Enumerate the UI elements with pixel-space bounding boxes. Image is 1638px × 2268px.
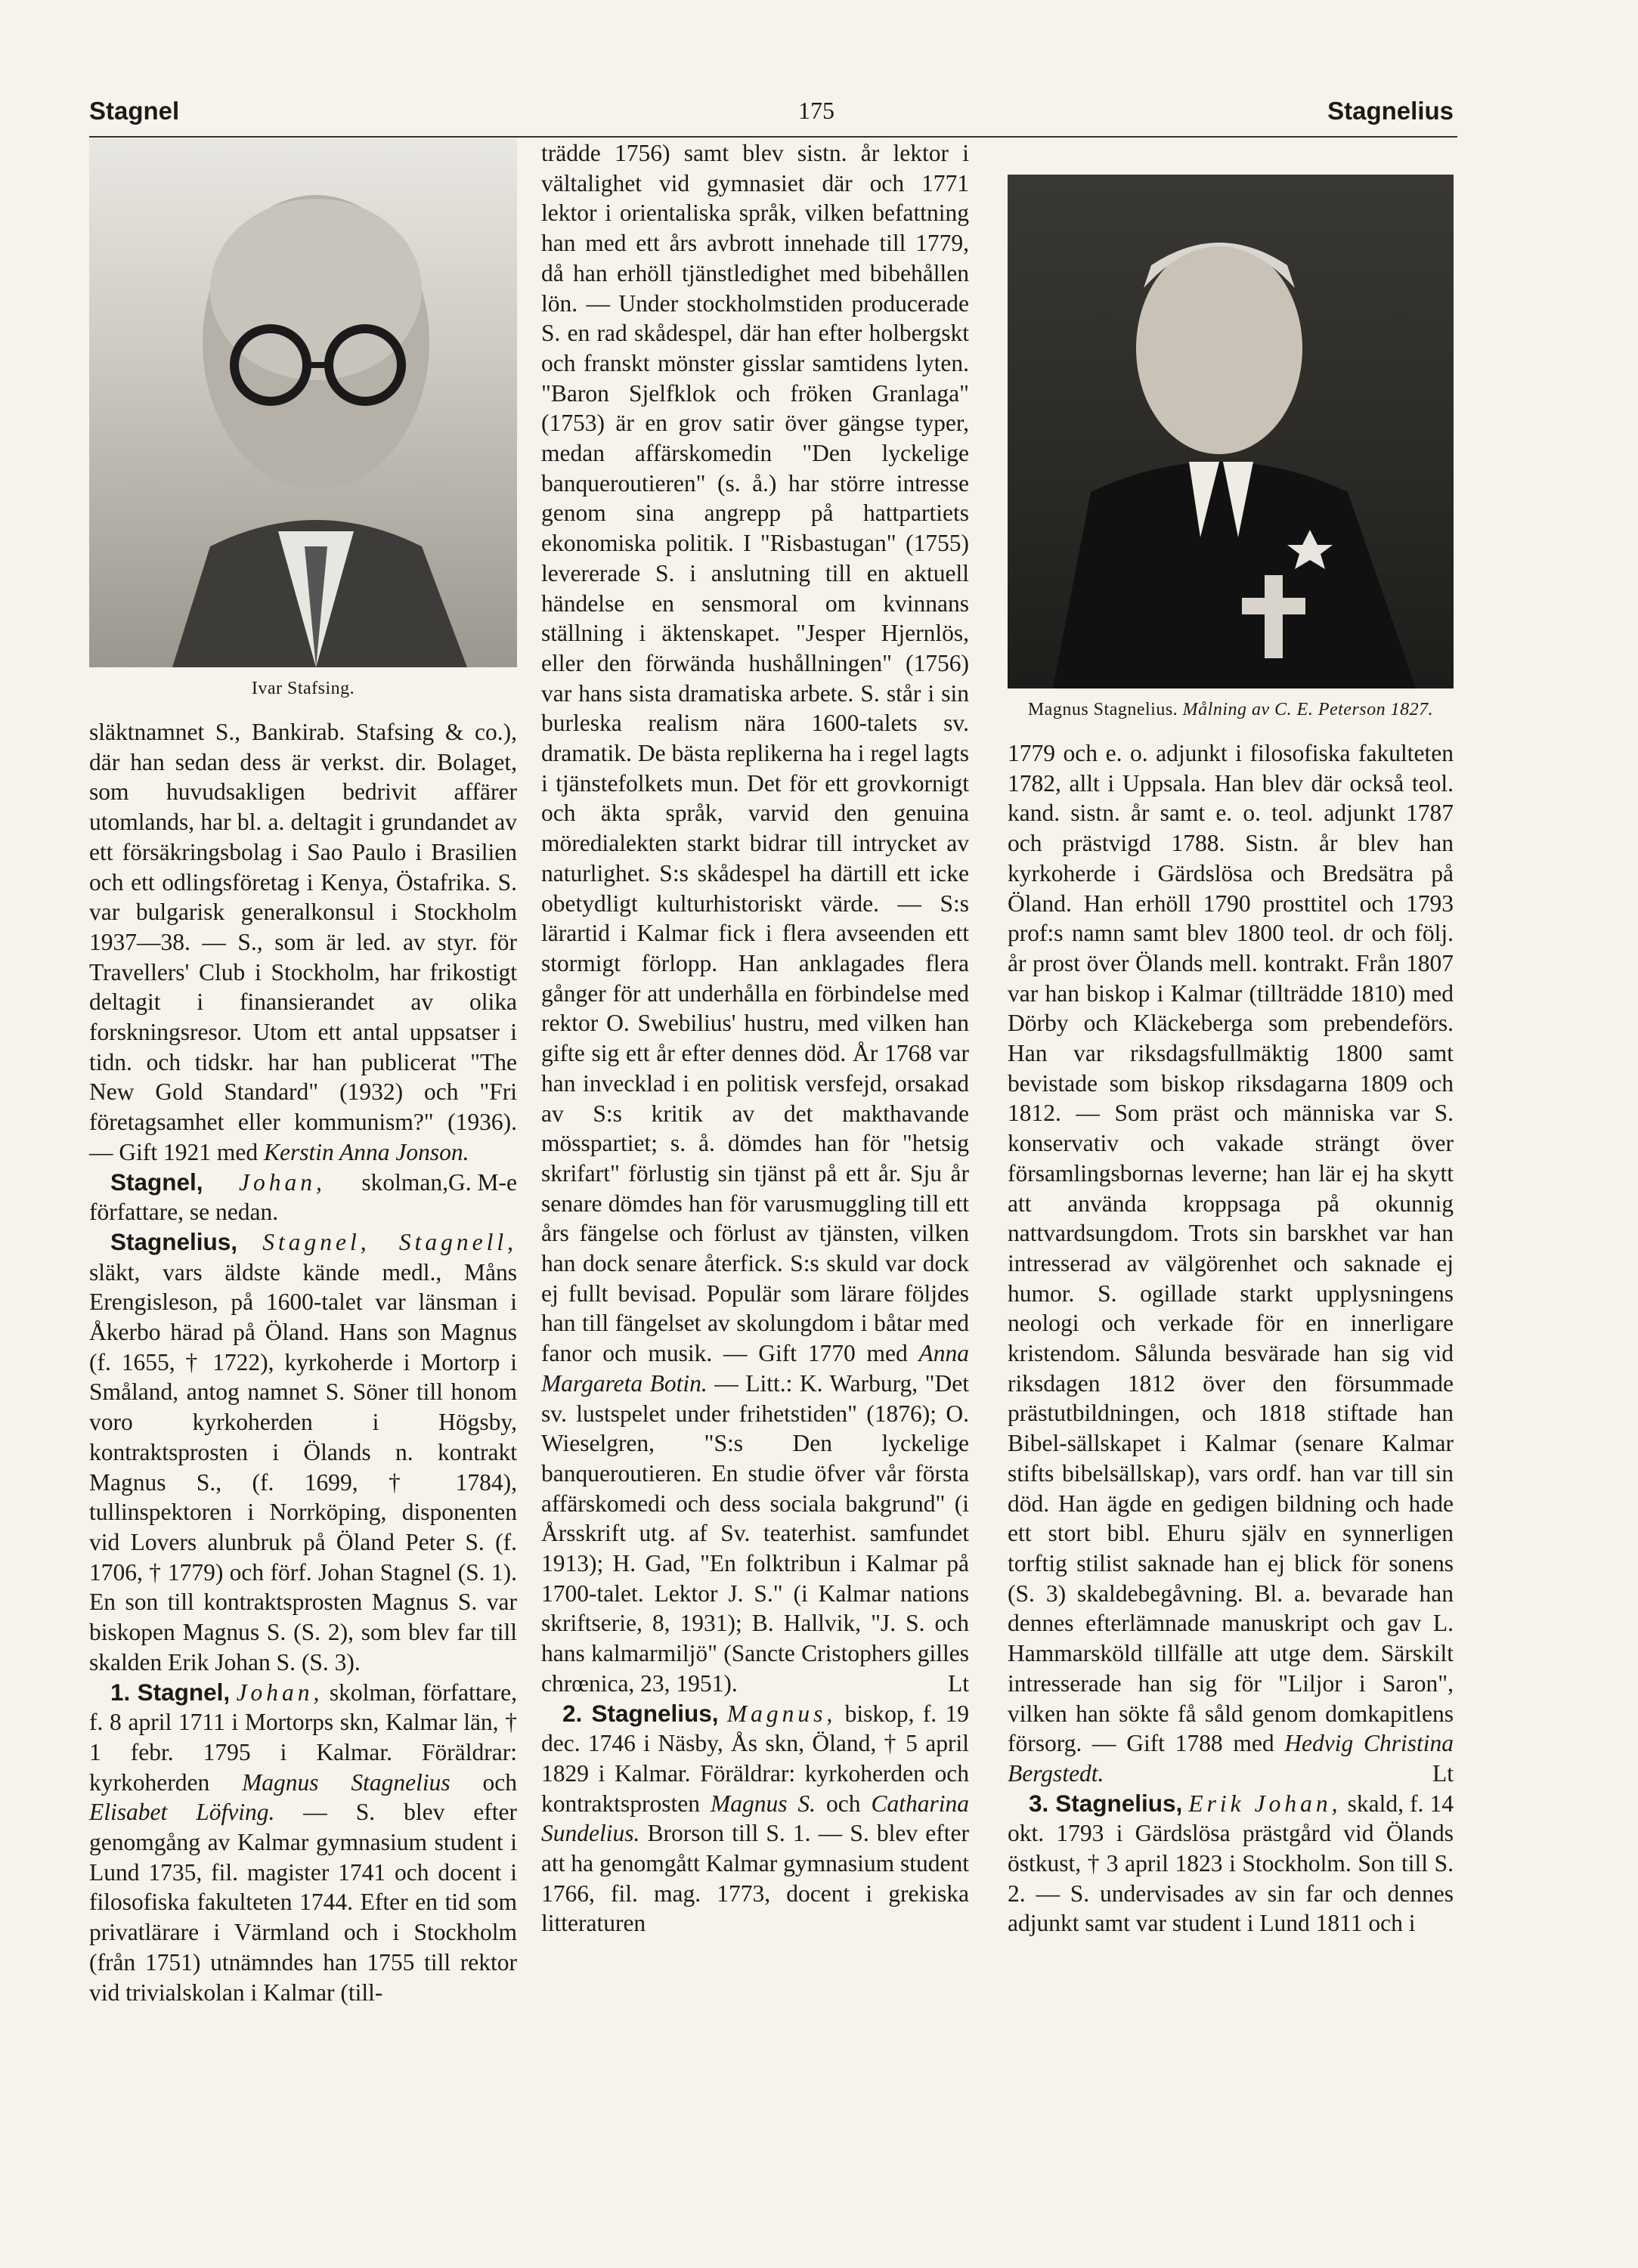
page-number: 175 xyxy=(798,97,834,124)
portrait-photo-ivar-stafsing xyxy=(89,138,517,667)
photo-caption: Ivar Stafsing. xyxy=(251,679,355,698)
paragraph: släktnamnet S., Bankirab. Stafsing & co.), där han sedan dess är verkst. dir. Bolaget, som huvudsakligen bedrivit affärer utomlands, har bl. a. deltagit i grundandet av ett försäkringsbolag i Sao Paulo i Brasilien och ett odlingsföretag i Kenya, Östafrika. S. var bulgarisk generalkonsul i Stockholm 1937—38. — S., som är led. av styr. för Travellers' Club i Stockholm, har frikostigt deltagit i finansierandet av olika forskningsresor. Utom ett antal uppsatser i tidn. och tidskr. har han publicerat "The New Gold Standard" (1932) och "Fri företagsamhet eller kommunism?" (1936). — Gift 1921 med Kerstin Anna Jonson. G. M-e xyxy=(89,719,517,1196)
running-head-right: Stagnelius xyxy=(1327,97,1454,125)
entry-stagnelius-family: Stagnelius, Stagnel, Stagnell, släkt, vars äldste kände medl., Måns Erengisleson, på 1600-talet var länsman i Åkerbo härad på Öland. Hans son Magnus (f. 1655, † 1722), kyrkoherde i Mortorp i Småland, antog namnet S. Söner till honom voro kyrkoherden i Högsby, kontraktsprosten i Ölands n. kontrakt Magnus S., (f. 1699, † 1784), tullinspektoren i Norrköping, disponenten vid Lovers alunbruk på Öland Peter S. (f. 1706, † 1779) och förf. Johan Stagnel (S. 1). En son till kontraktsprosten Magnus S. var biskopen Magnus S. (S. 2), som blev far till skalden Erik Johan S. (S. 3). xyxy=(89,1227,517,1675)
header-rule xyxy=(89,136,1457,138)
entry-erik-johan-stagnelius: 3. Stagnelius, Erik Johan, skald, f. 14 okt. 1793 i Gärdslösa prästgård vid Ölands östkust, † 3 april 1823 i Stockholm. Son till S. 2. — S. undervisades av sin far och dennes adjunkt samt var student i Lund 1811 och i xyxy=(1008,1789,1454,1937)
paragraph: trädde 1756) samt blev sistn. år lektor i vältalighet vid gymnasiet där och 1771 lektor i orientaliska språk, vilken befattning han med ett års avbrott innehade till 1779, då han erhöll tjänstledighet med bibehållen lön. — Under stockholmstiden producerade S. en rad skådespel, där han efter holbergskt och franskt mönster gisslar samtidens lyten. "Baron Sjelfklok och fröken Granlaga" (1753) är en grov satir över gängse typer, medan affärskomedin "Den lyckelige banqueroutieren" (s. å.) har större intresse genom sina angrepp på hattpartiets ekonomiska politik. I "Risbastugan" (1755) levererade S. i anslutning till en aktuell händelse en sensmoral om kvinnans ställning i äktenskapet. "Jesper Hjernlös, eller den förwända hushållningen" (1756) var hans sista dramatiska arbete. S. står i sin burleska realism nära 1600-talets sv. dramatik. De bästa replikerna ha i regel lagts i tjänstefolkets mun. Det för ett grovkornigt och äkta språk, varvid den genuina möredialekten starkt bidrar till intrycket av naturlighet. S:s skådespel ha därtill ett icke obetydligt kulturhistoriskt värde. — S:s lärartid i Kalmar fick i flera avseenden ett stormigt förlopp. Han anklagades flera gånger för att underhålla en förbindelse med rektor O. Swebilius' hustru, med vilken han gifte sig ett år efter dennes död. År 1768 var han invecklad i en politisk versfejd, orsakad av S:s kritik av det makthavande mösspartiet; s. å. dömdes han för "hetsig skrifart" förlustig sin tjänst på ett år. Sju år senare dömdes han för varusmuggling till ett års fängelse och förlust av tjänsten, vilken han dock senare återfick. S:s skuld var dock ej fullt bevisad. Populär som lärare följdes han till fängelset av skolungdom i båtar med fanor och musik. — Gift 1770 med Anna Margareta Botin. — Litt.: K. Warburg, "Det sv. lustspelet under frihetstiden" (1876); O. Wieselgren, "S:s Den lyckelige banqueroutieren. En studie öfver vår första affärskomedi och dess sociala bakgrund" (i Årsskrift utg. af Sv. teaterhist. samfundet 1913); H. Gad, "En folktribun i Kalmar på 1700-talet. Lektor J. S." (i Kalmar nations skriftserie, 8, 1931); B. Hallvik, "J. S. och hans kalmarmiljö" (Sancte Cristophers gilles chrœnica, 23, 1951). Lt xyxy=(541,140,970,1697)
column-2 xyxy=(541,138,969,1938)
paragraph: 1779 och e. o. adjunkt i filosofiska fakulteten 1782, allt i Uppsala. Han blev där också teol. kand. sistn. år samt e. o. teol. adjunkt 1787 och prästvigd 1788. Sistn. år blev han kyrkoherde i Gärdslösa och Bredsätra på Öland. Han erhöll 1790 prosttitel och 1793 prof:s namn samt blev 1800 teol. dr och följ. år prost över Ölands mell. kontrakt. Från 1807 var han biskop i Kalmar (tillträdde 1810) med Dörby och Kläckeberga som prebendeförs. Han var riksdagsfullmäktig 1800 samt bevistade som biskop riksdagarna 1809 och 1812. — Som präst och människa var S. konservativ och vakade strängt över församlingsbornas leverne; han lär ej ha skytt att använda kroppsaga på okunnig nattvardsungdom. Trots sin barskhet var han intresserad av välgörenhet och saknade ej humor. S. ogillade starkt upplysningens neologi och verkade för en innerligare kristendom. Sålunda besvärade han sig vid riksdagen 1812 över den försummade prästutbildningen, och 1818 stiftade han Bibel-sällskapet i Kalmar (senare Kalmar stifts bibelsällskap), vars ordf. han var till sin död. Han ägde en gedigen bildning och hade ett stort bibl. Ehuru själv en synnerligen torftig stilist saknade han ej blick för sonens (S. 3) skaldebegåvning. Bl. a. bevarade han dennes efterlämnade manuskript och gav L. Hammarsköld tillfälle att utge dem. Särskilt intresserade han sig för "Liljor i Saron", vilken han sökte få såld genom domkapitlens försorg. — Gift 1788 med Hedvig Christina Bergstedt. Lt xyxy=(1008,740,1454,1787)
entry-stagnel-ref: Stagnel, Johan, skolman, författare, se nedan. xyxy=(89,1168,449,1226)
painting-caption: Magnus Stagnelius. Målning av C. E. Peterson 1827. xyxy=(1027,700,1434,719)
portrait-painting-magnus-stagnelius xyxy=(1008,175,1454,688)
entry-magnus-stagnelius: 2. Stagnelius, Magnus, biskop, f. 19 dec. 1746 i Näsby, Ås skn, Öland, † 5 april 1829 i Kalmar. Föräldrar: kyrkoherden och kontraktsprosten Magnus S. och Catharina Sundelius. Brorson till S. 1. — S. blev efter att ha genomgått Kalmar gymnasium student 1766, fil. mag. 1773, docent i grekiska litteraturen xyxy=(541,1699,970,1937)
column-1 xyxy=(89,138,517,2007)
entry-johan-stagnel: 1. Stagnel, Johan, skolman, författare, f. 8 april 1711 i Mortorps skn, Kalmar län, † 1 febr. 1795 i Kalmar. Föräldrar: kyrkoherden Magnus Stagnelius och Elisabet Löfving. — S. blev efter genomgång av Kalmar gymnasium student i Lund 1735, fil. magister 1741 och docent i filosofiska fakulteten 1744. Efter en tid som privatlärare i Värmland och i Stockholm (från 1751) utnämndes han 1755 till rektor vid trivialskolan i Kalmar (till- xyxy=(89,1678,518,2006)
running-head-left: Stagnel xyxy=(89,97,180,125)
column-3 xyxy=(1008,138,1454,1938)
